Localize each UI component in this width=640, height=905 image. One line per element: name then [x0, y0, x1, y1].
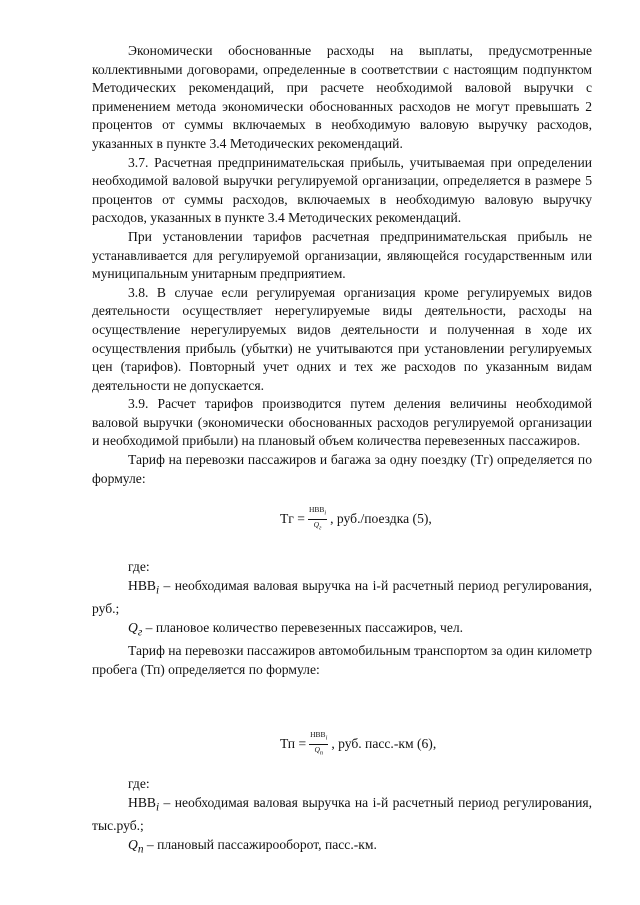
- formula-unit: , руб./поездка (5),: [330, 510, 432, 526]
- where-label-1: где:: [128, 559, 150, 575]
- paragraph-3-8: 3.8. В случае если регулируемая организация кроме регулируемых видов деятельности осуществляет нерегулируемые виды деятельности, расходы на осуществление нерегулируемых видов деятельности и полученная в ходе их осуществления прибыль (убытки) не учитываются при установлении регулируемых цен (тарифов). Повторный учет одних и тех же расходов по указанным видам деятельности не допускается.: [92, 284, 592, 393]
- symbol-nvv: НВВ: [128, 794, 156, 810]
- paragraph-km-tariff: Тариф на перевозки пассажиров автомобильным транспортом за один километр пробега (Тп) определяется по формуле:: [92, 643, 592, 677]
- definition-text: – плановое количество перевезенных пассажиров, чел.: [142, 619, 464, 635]
- formula-lhs: Тп =: [280, 735, 307, 751]
- symbol-nvv: НВВ: [128, 577, 156, 593]
- definition-nvv-1: [92, 577, 592, 619]
- symbol-q: Q: [128, 619, 138, 635]
- paragraph-3-9: 3.9. Расчет тарифов производится путем деления величины необходимой валовой выручки (экономически обоснованных расходов регулируемой организации и необходимой прибыли) на плановый объем количества перевезенных пассажиров.: [92, 396, 592, 449]
- formula-trip-tariff: [92, 506, 592, 532]
- fraction-denominator: Q: [313, 519, 320, 529]
- definition-text: – необходимая валовая выручка на i-й расчетный период регулирования, руб.;: [92, 577, 592, 617]
- definition-text: – плановый пассажирооборот, пасс.-км.: [143, 836, 377, 852]
- formula-unit: , руб. пасс.-км (6),: [331, 735, 437, 751]
- denominator-subscript: г: [319, 524, 322, 532]
- formula-fraction: [309, 731, 328, 757]
- definition-text: – необходимая валовая выручка на i-й расчетный период регулирования, тыс.руб.;: [92, 794, 592, 834]
- numerator-subscript: i: [324, 509, 327, 517]
- where-label-2: где:: [128, 776, 150, 792]
- formula-fraction: [308, 506, 327, 532]
- definition-q-2: [92, 836, 592, 859]
- paragraph-3-7: 3.7. Расчетная предпринимательская прибыль, учитываемая при определении необходимой валовой выручки регулируемой организации, определяется в размере 5 процентов от суммы расходов, включаемых в необходимую валовую выручку расходов, указанных в пункте 3.4 Методических рекомендаций.: [92, 154, 592, 226]
- symbol-subscript: i: [155, 584, 160, 597]
- symbol-subscript: п: [137, 843, 144, 856]
- paragraph-trip-tariff: Тариф на перевозки пассажиров и багажа за одну поездку (Тг) определяется по формуле:: [92, 452, 592, 486]
- fraction-denominator: Q: [314, 744, 320, 754]
- numerator-subscript: i: [325, 734, 328, 742]
- document-page: [92, 42, 592, 859]
- definition-nvv-2: [92, 794, 592, 836]
- symbol-subscript: i: [155, 801, 160, 814]
- paragraph-collective-agreements: Экономически обоснованные расходы на выплаты, предусмотренные коллективными договорами, определенные в соответствии с настоящим подпунктом Методических рекомендаций, при расчете необходимой валовой выручки с применением метода экономически обоснованных расходов не могут превышать 2 процентов от суммы включаемых в необходимую валовую выручку расходов, указанных в пункте 3.4 Методических рекомендаций.: [92, 43, 592, 151]
- formula-lhs: Тг =: [280, 510, 305, 526]
- symbol-subscript: г: [137, 626, 143, 639]
- formula-km-tariff: [92, 731, 592, 757]
- fraction-numerator: НВВ: [310, 730, 326, 740]
- definition-q-1: [92, 619, 592, 642]
- symbol-q: Q: [128, 836, 138, 852]
- denominator-subscript: п: [319, 749, 323, 757]
- fraction-numerator: НВВ: [308, 505, 325, 515]
- paragraph-tariff-profit: При установлении тарифов расчетная предпринимательская прибыль не устанавливается для регулируемой организации, являющейся государственным или муниципальным унитарным предприятием.: [92, 228, 592, 282]
